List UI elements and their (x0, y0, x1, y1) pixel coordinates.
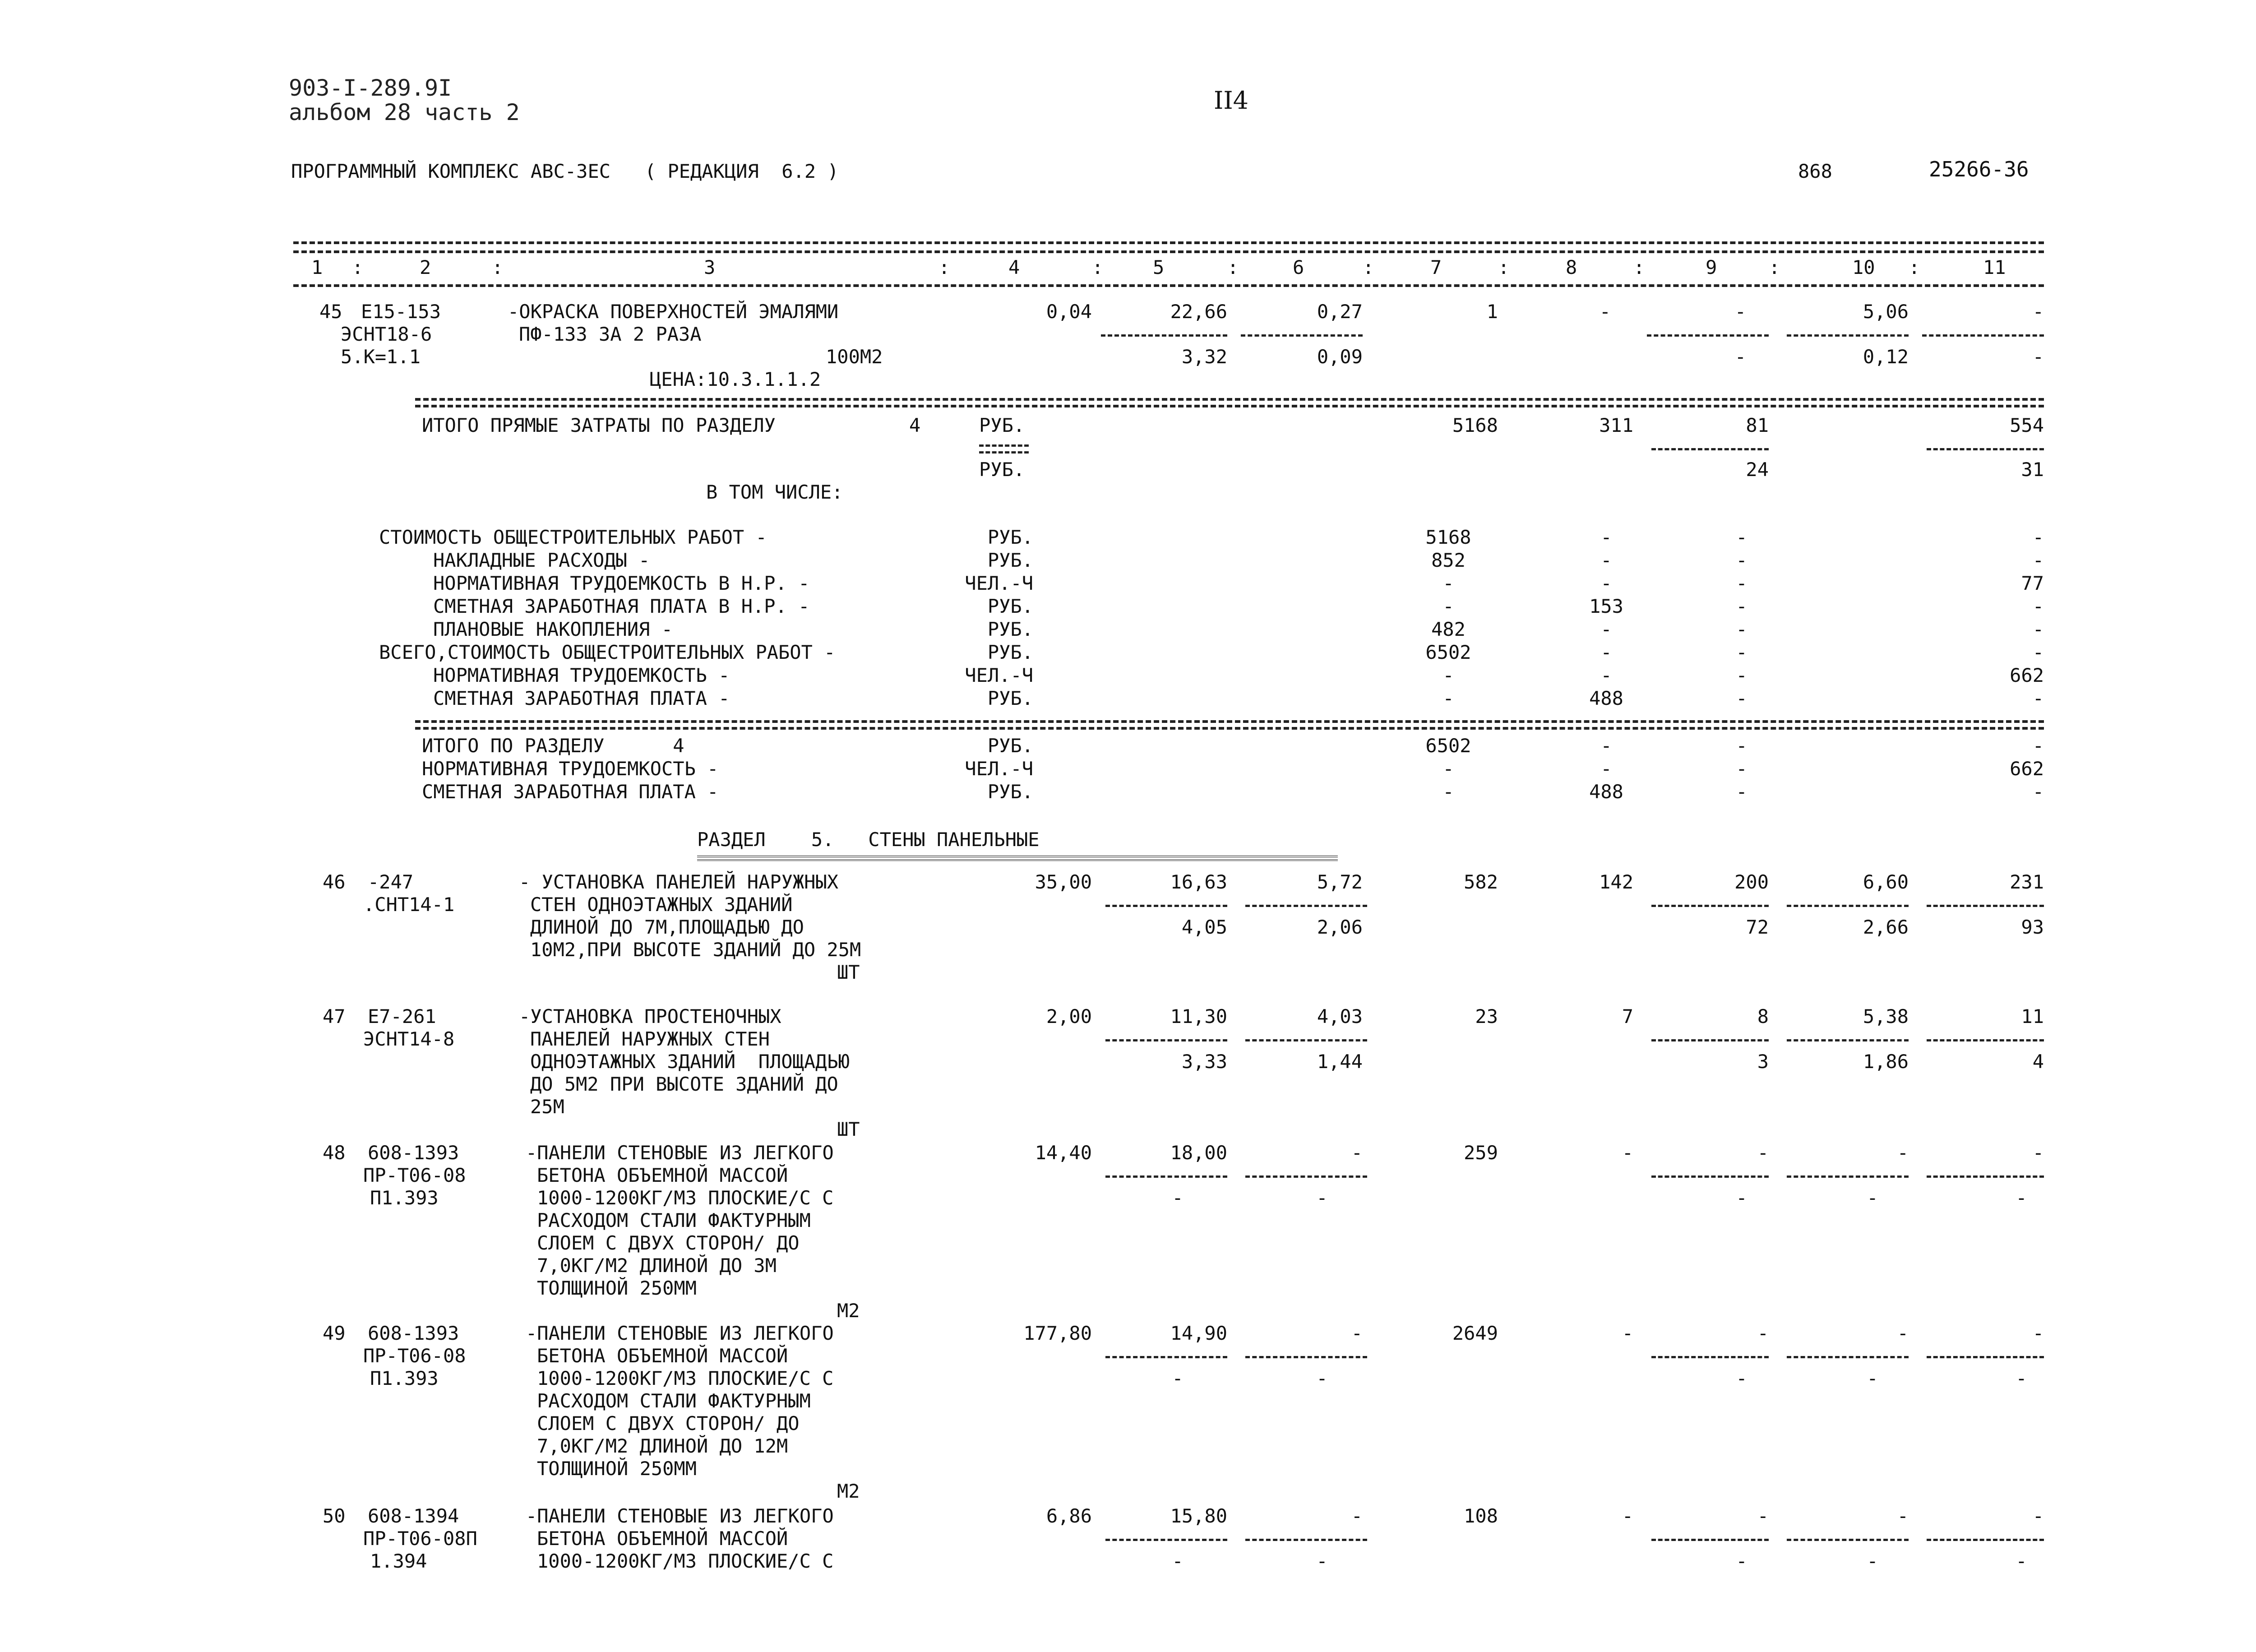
cell-col11: - (2032, 1322, 2044, 1344)
cell-divider (1651, 1039, 1769, 1041)
cell-col9: - (1757, 1505, 1769, 1527)
row-code-2: ПР-Т06-08 (363, 1164, 466, 1186)
column-header-4: 4 (1008, 256, 1020, 278)
breakdown-label: ПЛАНОВЫЕ НАКОПЛЕНИЯ - (433, 618, 673, 640)
row-description: БЕТОНА ОБЪЕМНОЙ МАССОЙ (537, 1345, 788, 1367)
row-description: БЕТОНА ОБЪЕМНОЙ МАССОЙ (537, 1527, 788, 1550)
cell-divider (1241, 334, 1363, 337)
cell-col4: 14,40 (1035, 1142, 1092, 1164)
section-total-col7: 6502 (1425, 735, 1471, 757)
cell-col8: 142 (1599, 871, 1633, 893)
program-title: ПРОГРАММНЫЙ КОМПЛЕКС АВС-3ЕС ( РЕДАКЦИЯ 6.2 ) (291, 160, 839, 182)
cell-col11: - (2032, 1142, 2044, 1164)
cell-col10-labor: 0,12 (1863, 346, 1909, 368)
breakdown-col8: - (1600, 549, 1612, 571)
breakdown-col8: - (1600, 641, 1612, 663)
doc-code: 903-I-289.9I (289, 75, 452, 101)
section-total-col9: - (1736, 758, 1747, 780)
breakdown-col7: - (1442, 572, 1454, 594)
breakdown-col9: - (1736, 664, 1747, 686)
breakdown-col7: 5168 (1425, 526, 1471, 548)
breakdown-col11: - (2032, 526, 2044, 548)
cell-col4: 35,00 (1035, 871, 1092, 893)
breakdown-col9: - (1736, 641, 1747, 663)
section-total-label: СМЕТНАЯ ЗАРАБОТНАЯ ПЛАТА - (422, 781, 719, 803)
direct-costs-unit-labor: РУБ. (979, 458, 1025, 481)
breakdown-unit: ЧЕЛ.-Ч (965, 664, 1033, 686)
breakdown-unit: ЧЕЛ.-Ч (965, 572, 1033, 594)
section-title: РАЗДЕЛ 5. СТЕНЫ ПАНЕЛЬНЫЕ (697, 828, 1040, 851)
row-description: ПФ-133 ЗА 2 РАЗА (519, 323, 702, 345)
cell-col11: - (2032, 301, 2044, 323)
cell-divider (1245, 1039, 1367, 1041)
direct-costs-unit: РУБ. (979, 414, 1025, 436)
breakdown-col9: - (1736, 549, 1747, 571)
breakdown-unit: РУБ. (987, 618, 1033, 640)
breakdown-label: ВСЕГО,СТОИМОСТЬ ОБЩЕСТРОИТЕЛЬНЫХ РАБОТ - (379, 641, 836, 663)
breakdown-col7: - (1442, 664, 1454, 686)
cell-divider (1787, 1175, 1909, 1178)
breakdown-unit: РУБ. (987, 549, 1033, 571)
section-total-unit: ЧЕЛ.-Ч (965, 758, 1033, 780)
breakdown-col9: - (1736, 572, 1747, 594)
cell-col9: - (1734, 301, 1746, 323)
column-separator: : (1227, 256, 1239, 278)
cell-col8: - (1622, 1142, 1633, 1164)
row-unit: М2 (837, 1300, 860, 1322)
cell-divider (1927, 905, 2044, 907)
breakdown-label: НОРМАТИВНАЯ ТРУДОЕМКОСТЬ - (433, 664, 730, 686)
row-description: РАСХОДОМ СТАЛИ ФАКТУРНЫМ (537, 1390, 811, 1412)
section-total-label: НОРМАТИВНАЯ ТРУДОЕМКОСТЬ - (422, 758, 719, 780)
table-top-rule (293, 241, 2044, 244)
cell-divider (1245, 1539, 1367, 1541)
breakdown-col7: 852 (1431, 549, 1465, 571)
cell-col4: 6,86 (1046, 1505, 1092, 1527)
row-number: 48 (323, 1142, 346, 1164)
cell-divider (1245, 1175, 1367, 1178)
direct-costs-label: ИТОГО ПРЯМЫЕ ЗАТРАТЫ ПО РАЗДЕЛУ (422, 414, 776, 436)
cell-col5: 15,80 (1170, 1505, 1227, 1527)
breakdown-unit: РУБ. (987, 526, 1033, 548)
cell-col9: 8 (1757, 1005, 1769, 1027)
row-number: 49 (323, 1322, 346, 1344)
cell-col11: 231 (2010, 871, 2044, 893)
row-description: ОДНОЭТАЖНЫХ ЗДАНИЙ ПЛОЩАДЬЮ (530, 1050, 850, 1073)
row-number: 50 (323, 1505, 346, 1527)
column-header-10: 10 (1852, 256, 1875, 278)
cell-col6-labor: 0,09 (1317, 346, 1363, 368)
breakdown-col9: - (1736, 595, 1747, 617)
direct-costs-col11-labor: 31 (2021, 458, 2044, 481)
row-description: ТОЛЩИНОЙ 250ММ (537, 1458, 697, 1480)
cell-divider (1927, 1539, 2044, 1541)
cell-divider (1922, 334, 2044, 337)
breakdown-col9: - (1736, 687, 1747, 709)
breakdown-col11: - (2032, 687, 2044, 709)
column-separator: : (1909, 256, 1920, 278)
row-code-1: 608-1393 (368, 1142, 459, 1164)
cell-col5: 11,30 (1170, 1005, 1227, 1027)
row-code-3: П1.393 (370, 1187, 439, 1209)
column-separator: : (352, 256, 364, 278)
album-label: альбом 28 часть 2 (289, 99, 520, 125)
cell-col6-labor: 1,44 (1317, 1050, 1363, 1073)
section-total-col11: 662 (2010, 758, 2044, 780)
row-description: 1000-1200КГ/М3 ПЛОСКИЕ/С С (537, 1550, 834, 1572)
row-code-2: ЭСНТ14-8 (363, 1028, 455, 1050)
row-code-2: .СНТ14-1 (363, 893, 455, 916)
row-code-3: П1.393 (370, 1367, 439, 1389)
row-description: -УСТАНОВКА ПРОСТЕНОЧНЫХ (519, 1005, 781, 1027)
section-rule (415, 398, 2044, 401)
cell-col10-labor: 1,86 (1863, 1050, 1909, 1073)
row-description: -ПАНЕЛИ СТЕНОВЫЕ ИЗ ЛЕГКОГО (526, 1505, 834, 1527)
breakdown-col11: - (2032, 641, 2044, 663)
row-description: -ОКРАСКА ПОВЕРХНОСТЕЙ ЭМАЛЯМИ (508, 301, 839, 323)
cell-col11-labor: 93 (2021, 916, 2044, 938)
cell-col10: - (1897, 1142, 1909, 1164)
cell-col10: - (1897, 1505, 1909, 1527)
breakdown-unit: РУБ. (987, 595, 1033, 617)
cell-divider (1245, 1356, 1367, 1358)
row-unit: ШТ (837, 961, 860, 983)
cell-col9-labor: - (1736, 1550, 1747, 1572)
row-code-2: ПР-Т06-08П (363, 1527, 477, 1550)
cell-divider (1787, 334, 1909, 337)
section-total-unit: РУБ. (987, 735, 1033, 757)
column-header-11: 11 (1983, 256, 2006, 278)
breakdown-col9: - (1736, 618, 1747, 640)
section-total-col8: 488 (1589, 781, 1623, 803)
column-header-rule (293, 284, 2044, 287)
row-code-3: 1.394 (370, 1550, 427, 1572)
cell-col10: 5,38 (1863, 1005, 1909, 1027)
direct-costs-section: 4 (909, 414, 921, 436)
cell-col9-labor: 3 (1757, 1050, 1769, 1073)
cell-col5-labor: 3,32 (1181, 346, 1227, 368)
row-unit: 100М2 (826, 346, 883, 368)
code-right-1: 868 (1798, 160, 1832, 182)
including-label: В ТОМ ЧИСЛЕ: (706, 481, 843, 503)
column-separator: : (1633, 256, 1645, 278)
section-total-col9: - (1736, 735, 1747, 757)
section-rule-2 (415, 405, 2044, 407)
cell-col11: - (2032, 1505, 2044, 1527)
cell-col5: 16,63 (1170, 871, 1227, 893)
row-description: ДЛИНОЙ ДО 7М,ПЛОЩАДЬЮ ДО (530, 916, 804, 938)
breakdown-col7: 482 (1431, 618, 1465, 640)
cell-col11-labor: - (2016, 1187, 2027, 1209)
cell-divider (1101, 334, 1227, 337)
column-separator: : (1498, 256, 1510, 278)
cell-col7: 1 (1486, 301, 1498, 323)
cell-col5: 14,90 (1170, 1322, 1227, 1344)
cell-divider (1651, 1356, 1769, 1358)
cell-col5-labor: - (1172, 1550, 1183, 1572)
cell-col4: 2,00 (1046, 1005, 1092, 1027)
cell-col9-labor: - (1736, 1367, 1747, 1389)
page-number: II4 (1214, 86, 1249, 115)
row-description: -ПАНЕЛИ СТЕНОВЫЕ ИЗ ЛЕГКОГО (526, 1142, 834, 1164)
row-unit: М2 (837, 1480, 860, 1502)
cell-col5-labor: 4,05 (1181, 916, 1227, 938)
section-total-col11: - (2032, 781, 2044, 803)
cell-col6: - (1351, 1142, 1363, 1164)
unit-divider (979, 444, 1029, 447)
cell-col9-labor: 72 (1746, 916, 1769, 938)
row-description: 7,0КГ/М2 ДЛИНОЙ ДО 3М (537, 1254, 777, 1277)
section-total-col11: - (2032, 735, 2044, 757)
unit-divider (979, 451, 1029, 453)
cell-divider (1245, 905, 1367, 907)
row-description: СТЕН ОДНОЭТАЖНЫХ ЗДАНИЙ (530, 893, 793, 916)
cell-col6-labor: 2,06 (1317, 916, 1363, 938)
row-code-1: 608-1393 (368, 1322, 459, 1344)
cell-col9-labor: - (1734, 346, 1746, 368)
column-header-6: 6 (1293, 256, 1304, 278)
breakdown-col8: 153 (1589, 595, 1623, 617)
cell-divider (1105, 1175, 1227, 1178)
cell-col6: 4,03 (1317, 1005, 1363, 1027)
cell-col5: 22,66 (1170, 301, 1227, 323)
cell-divider (1651, 1175, 1769, 1178)
cell-divider (1787, 905, 1909, 907)
breakdown-unit: РУБ. (987, 641, 1033, 663)
column-separator: : (492, 256, 504, 278)
column-separator: : (938, 256, 950, 278)
row-code-3: 5.К=1.1 (341, 346, 421, 368)
cell-divider (1105, 1039, 1227, 1041)
cell-col7: 23 (1475, 1005, 1498, 1027)
row-description: ПАНЕЛЕЙ НАРУЖНЫХ СТЕН (530, 1028, 770, 1050)
cell-col10-labor: - (1867, 1550, 1878, 1572)
cell-divider (1787, 1356, 1909, 1358)
breakdown-col8: - (1600, 526, 1612, 548)
breakdown-col7: - (1442, 595, 1454, 617)
row-description: - УСТАНОВКА ПАНЕЛЕЙ НАРУЖНЫХ (519, 871, 839, 893)
column-separator: : (1769, 256, 1780, 278)
section-total-col7: - (1442, 758, 1454, 780)
breakdown-unit: РУБ. (987, 687, 1033, 709)
cell-col6: - (1351, 1322, 1363, 1344)
row-price-ref: ЦЕНА:10.3.1.1.2 (650, 368, 821, 390)
row-code-2: ЭСНТ18-6 (341, 323, 432, 345)
cell-col10-labor: 2,66 (1863, 916, 1909, 938)
section-total-label: ИТОГО ПО РАЗДЕЛУ 4 (422, 735, 684, 757)
cell-col8: - (1599, 301, 1611, 323)
breakdown-col11: - (2032, 618, 2044, 640)
cell-col6-labor: - (1316, 1550, 1328, 1572)
row-description: БЕТОНА ОБЪЕМНОЙ МАССОЙ (537, 1164, 788, 1186)
section-total-col9: - (1736, 781, 1747, 803)
cell-col10: - (1897, 1322, 1909, 1344)
breakdown-label: НОРМАТИВНАЯ ТРУДОЕМКОСТЬ В Н.Р. - (433, 572, 810, 594)
cell-col9: - (1757, 1322, 1769, 1344)
section-rule (415, 720, 2044, 723)
cell-divider (1651, 905, 1769, 907)
cell-divider (1927, 1356, 2044, 1358)
cell-col9-labor: - (1736, 1187, 1747, 1209)
cell-col6: 5,72 (1317, 871, 1363, 893)
column-header-5: 5 (1153, 256, 1165, 278)
cell-col9: - (1757, 1142, 1769, 1164)
row-unit: ШТ (837, 1118, 860, 1140)
breakdown-col11: 77 (2021, 572, 2044, 594)
cell-col10: 5,06 (1863, 301, 1909, 323)
cell-divider (1927, 448, 2044, 450)
breakdown-col11: 662 (2010, 664, 2044, 686)
cell-col4: 0,04 (1046, 301, 1092, 323)
cell-divider (1787, 1539, 1909, 1541)
cell-col6: 0,27 (1317, 301, 1363, 323)
direct-costs-col7: 5168 (1452, 414, 1498, 436)
breakdown-col11: - (2032, 549, 2044, 571)
breakdown-col8: - (1600, 572, 1612, 594)
cell-col7: 259 (1464, 1142, 1498, 1164)
cell-col11-labor: - (2032, 346, 2044, 368)
cell-divider (1927, 1039, 2044, 1041)
row-description: 7,0КГ/М2 ДЛИНОЙ ДО 12М (537, 1435, 788, 1457)
breakdown-label: СМЕТНАЯ ЗАРАБОТНАЯ ПЛАТА В Н.Р. - (433, 595, 810, 617)
breakdown-col8: 488 (1589, 687, 1623, 709)
cell-col7: 108 (1464, 1505, 1498, 1527)
cell-divider (1651, 1539, 1769, 1541)
breakdown-label: СМЕТНАЯ ЗАРАБОТНАЯ ПЛАТА - (433, 687, 730, 709)
row-number: 47 (323, 1005, 346, 1027)
cell-col7: 2649 (1452, 1322, 1498, 1344)
cell-col4: 177,80 (1023, 1322, 1092, 1344)
breakdown-col11: - (2032, 595, 2044, 617)
cell-col8: - (1622, 1322, 1633, 1344)
row-description: 10М2,ПРИ ВЫСОТЕ ЗДАНИЙ ДО 25М (530, 939, 861, 961)
row-code-1: 608-1394 (368, 1505, 459, 1527)
cell-divider (1105, 1539, 1227, 1541)
section-rule-2 (415, 727, 2044, 730)
column-separator: : (1092, 256, 1104, 278)
section-total-col7: - (1442, 781, 1454, 803)
direct-costs-col11: 554 (2010, 414, 2044, 436)
code-right-2: 25266-36 (1929, 157, 2029, 181)
cell-col6-labor: - (1316, 1367, 1328, 1389)
cell-col11: 11 (2021, 1005, 2044, 1027)
breakdown-label: НАКЛАДНЫЕ РАСХОДЫ - (433, 549, 650, 571)
row-description: 1000-1200КГ/М3 ПЛОСКИЕ/С С (537, 1367, 834, 1389)
column-header-2: 2 (420, 256, 431, 278)
breakdown-col9: - (1736, 526, 1747, 548)
row-description: 1000-1200КГ/М3 ПЛОСКИЕ/С С (537, 1187, 834, 1209)
cell-col9: 200 (1734, 871, 1769, 893)
direct-costs-col9-labor: 24 (1746, 458, 1769, 481)
cell-col11-labor: 4 (2032, 1050, 2044, 1073)
section-total-col8: - (1600, 758, 1612, 780)
row-description: 25М (530, 1096, 564, 1118)
section-title-underline (697, 856, 1338, 861)
cell-divider (1647, 334, 1769, 337)
column-header-9: 9 (1706, 256, 1717, 278)
section-total-unit: РУБ. (987, 781, 1033, 803)
column-header-1: 1 (311, 256, 323, 278)
section-total-col8: - (1600, 735, 1612, 757)
cell-divider (1927, 1175, 2044, 1178)
breakdown-label: СТОИМОСТЬ ОБЩЕСТРОИТЕЛЬНЫХ РАБОТ - (379, 526, 767, 548)
row-description: СЛОЕМ С ДВУХ СТОРОН/ ДО (537, 1412, 800, 1435)
cell-col5-labor: - (1172, 1367, 1183, 1389)
cell-col11-labor: - (2016, 1550, 2027, 1572)
cell-divider (1105, 1356, 1227, 1358)
cell-col10-labor: - (1867, 1187, 1878, 1209)
breakdown-col8: - (1600, 664, 1612, 686)
row-description: ТОЛЩИНОЙ 250ММ (537, 1277, 697, 1299)
cell-col6: - (1351, 1505, 1363, 1527)
cell-col5: 18,00 (1170, 1142, 1227, 1164)
cell-col11-labor: - (2016, 1367, 2027, 1389)
column-header-8: 8 (1566, 256, 1577, 278)
row-description: РАСХОДОМ СТАЛИ ФАКТУРНЫМ (537, 1209, 811, 1231)
cell-col7: 582 (1464, 871, 1498, 893)
cell-col10-labor: - (1867, 1367, 1878, 1389)
row-code-1: -247 (368, 871, 414, 893)
cell-divider (1105, 905, 1227, 907)
cell-col10: 6,60 (1863, 871, 1909, 893)
breakdown-col8: - (1600, 618, 1612, 640)
row-code-1: Е7-261 (368, 1005, 436, 1027)
column-header-7: 7 (1430, 256, 1442, 278)
row-number: 45 (319, 301, 342, 323)
cell-col5-labor: 3,33 (1181, 1050, 1227, 1073)
row-code-2: ПР-Т06-08 (363, 1345, 466, 1367)
table-top-rule-2 (293, 250, 2044, 253)
cell-col6-labor: - (1316, 1187, 1328, 1209)
column-header-3: 3 (704, 256, 716, 278)
row-description: -ПАНЕЛИ СТЕНОВЫЕ ИЗ ЛЕГКОГО (526, 1322, 834, 1344)
column-separator: : (1363, 256, 1374, 278)
breakdown-col7: - (1442, 687, 1454, 709)
row-code-1: Е15-153 (361, 301, 441, 323)
cell-col8: - (1622, 1505, 1633, 1527)
row-description: ДО 5М2 ПРИ ВЫСОТЕ ЗДАНИЙ ДО (530, 1073, 838, 1095)
cell-col8: 7 (1622, 1005, 1633, 1027)
cell-divider (1787, 1039, 1909, 1041)
cell-divider (1651, 448, 1769, 450)
row-number: 46 (323, 871, 346, 893)
breakdown-col7: 6502 (1425, 641, 1471, 663)
cell-col5-labor: - (1172, 1187, 1183, 1209)
direct-costs-col9: 81 (1746, 414, 1769, 436)
row-description: СЛОЕМ С ДВУХ СТОРОН/ ДО (537, 1232, 800, 1254)
direct-costs-col8: 311 (1599, 414, 1633, 436)
